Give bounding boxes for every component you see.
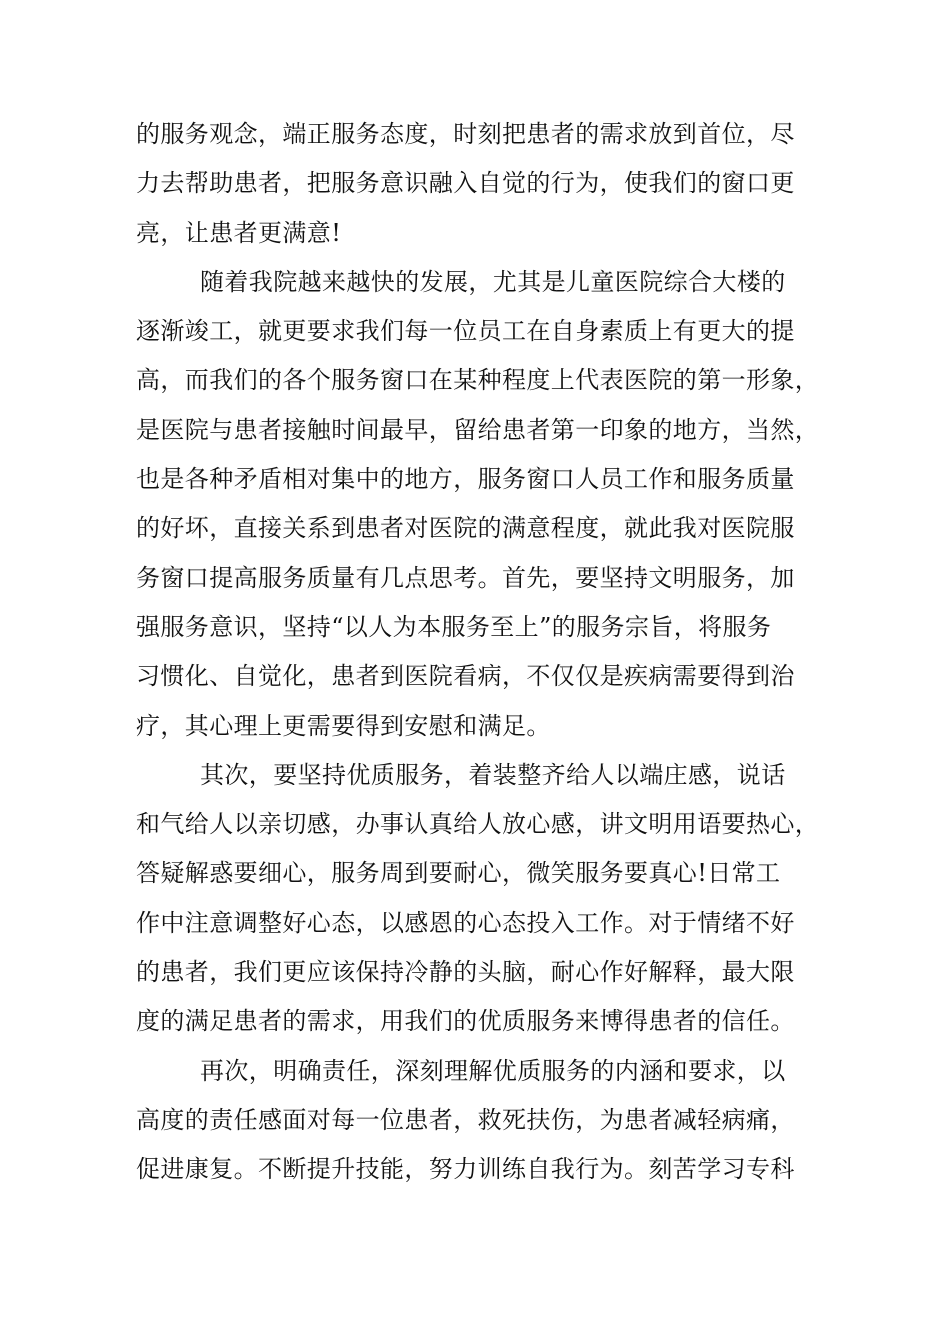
text-line: 也是各种矛盾相对集中的地方，服务窗口人员工作和服务质量 (136, 465, 795, 494)
paragraph-start-line: 再次，明确责任，深刻理解优质服务的内涵和要求，以 (200, 1056, 786, 1085)
text-line: 度的满足患者的需求，用我们的优质服务来博得患者的信任。 (136, 1007, 795, 1036)
text-line: 亮，让患者更满意! (136, 218, 342, 247)
text-line: 逐渐竣工，就更要求我们每一位员工在自身素质上有更大的提 (136, 317, 795, 346)
text-line: 力去帮助患者，把服务意识融入自觉的行为，使我们的窗口更 (136, 169, 795, 198)
text-line: 习惯化、自觉化，患者到医院看病，不仅仅是疾病需要得到治 (136, 662, 795, 691)
text-line: 答疑解惑要细心，服务周到要耐心，微笑服务要真心!日常工 (136, 859, 781, 888)
text-line: 是医院与患者接触时间最早，留给患者第一印象的地方，当然， (136, 415, 820, 444)
text-line: 高度的责任感面对每一位患者，救死扶伤，为患者减轻病痛， (136, 1105, 795, 1134)
text-line: 疗，其心理上更需要得到安慰和满足。 (136, 711, 551, 740)
text-line: 高，而我们的各个服务窗口在某种程度上代表医院的第一形象， (136, 366, 820, 395)
text-line: 作中注意调整好心态，以感恩的心态投入工作。对于情绪不好 (136, 908, 795, 937)
text-line: 强服务意识，坚持“以人为本服务至上”的服务宗旨，将服务 (136, 612, 772, 641)
text-line: 的服务观念，端正服务态度，时刻把患者的需求放到首位，尽 (136, 120, 795, 148)
text-line: 和气给人以亲切感，办事认真给人放心感，讲文明用语要热心， (136, 810, 820, 839)
paragraph-start-line: 其次，要坚持优质服务，着装整齐给人以端庄感，说话 (200, 760, 786, 789)
text-line: 务窗口提高服务质量有几点思考。首先，要坚持文明服务，加 (136, 563, 795, 592)
paragraph-start-line: 随着我院越来越快的发展，尤其是儿童医院综合大楼的 (200, 267, 786, 296)
text-line: 的患者，我们更应该保持冷静的头脑，耐心作好解释，最大限 (136, 958, 795, 987)
document-body (136, 110, 836, 1195)
text-line: 的好坏，直接关系到患者对医院的满意程度，就此我对医院服 (136, 514, 795, 543)
text-line: 促进康复。不断提升技能，努力训练自我行为。刻苦学习专科 (136, 1155, 795, 1184)
